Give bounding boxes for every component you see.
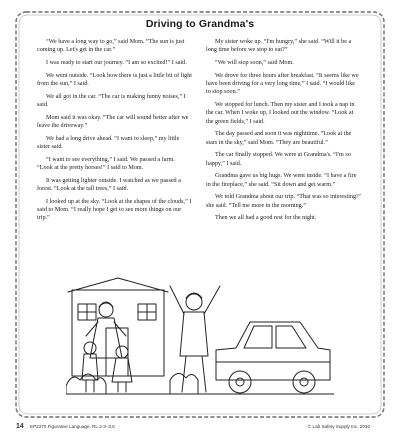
house-wall: [72, 290, 164, 376]
product-code: EP2370 Figurative Language, RL.2-3–3.5: [30, 424, 115, 429]
paragraph: The car finally stopped. We were at Grandma's. “I'm so happy,” I said.: [206, 152, 351, 167]
copyright-notice: © Lab Safety Supply Inc. 2010: [307, 424, 370, 429]
child-head: [84, 342, 96, 354]
family-car-illustration: [66, 276, 334, 400]
car-wheel: [229, 371, 251, 393]
paragraph: “I want to see everything,” I said. We passed a farm. “Look at the pretty horses!” I said to Mom.: [37, 156, 175, 171]
paragraph: Mom said it was okay. “The car will sound better after we leave the driveway.”: [37, 114, 189, 129]
page-number: 14: [16, 423, 24, 430]
story-left-column: [37, 38, 192, 227]
paragraph: We all got in the car. “The car is making funny noises,” I said.: [37, 93, 186, 108]
paragraph: Grandma gave us big hugs. We went inside. “I have a fire in the fireplace,” she said. “Sit down and get warm.”: [206, 173, 357, 188]
paragraph: “We will stop soon,” said Mom.: [215, 60, 294, 66]
paragraph: The day passed and soon it was nighttime. “Look at the stars in the sky,” said Mom. “They are beautiful.”: [206, 131, 352, 146]
paragraph: We stopped for lunch. Then my sister and I took a nap in the car. When I woke up, I looked out the window. “Look at the green fields,” I said.: [206, 102, 355, 125]
paragraph: It was getting lighter outside. I watched as we passed a forest. “Look at the tall trees,” I said.: [37, 177, 181, 192]
car-wheel: [293, 371, 315, 393]
page-title: Driving to Grandma's: [145, 18, 255, 30]
dad-body: [180, 312, 208, 356]
paragraph: Then we all had a good rest for the night.: [215, 215, 317, 222]
story-right-column: [206, 38, 361, 227]
paragraph: We went outside. “Look how there is just a little bit of light from the sun,” I said.: [37, 72, 193, 87]
paragraph: My sister woke up. “I'm hungry,” she said. “Will it be a long time before we stop to eat?”: [206, 39, 352, 54]
paragraph: We told Grandma about our trip. “That was so interesting!” she said. “Tell me more in the morning.”: [206, 194, 361, 209]
dad-head: [186, 294, 202, 310]
paragraph: I looked up at the sky. “Look at the shapes of the clouds,” I said to Mom. “I really hope I get to see more things on our trip.”: [37, 198, 192, 222]
paragraph: “We have a long way to go,” said Mom. “The sun is just coming up. Let's get in the car.”: [37, 39, 185, 54]
paragraph: We drove for three hours after breakfast. “It seems like we have been driving for a very long time,” I said. “I would like to stop soon.”: [206, 72, 359, 96]
paragraph: We had a long drive ahead. “I want to sleep,” my little sister said.: [37, 135, 180, 150]
paragraph: I was ready to start our journey. “I am so excited!” I said.: [46, 60, 187, 66]
page-footer: [0, 424, 400, 436]
car-body: [216, 322, 330, 380]
